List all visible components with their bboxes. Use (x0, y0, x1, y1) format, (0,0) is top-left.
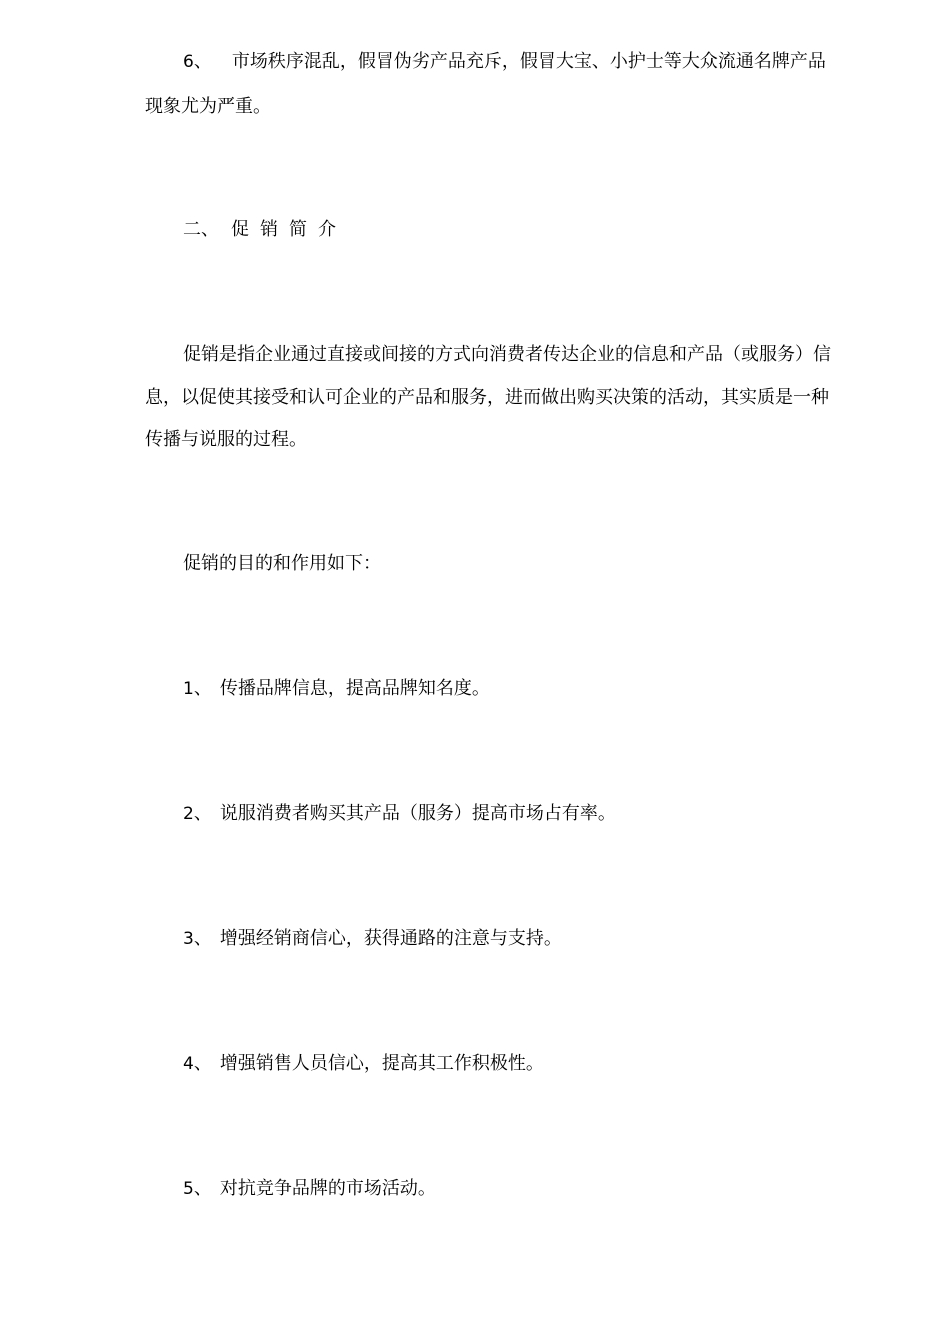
list-item-separator: 、 (193, 51, 212, 72)
purpose-item-separator: 、 (193, 1053, 212, 1074)
purpose-item (183, 1052, 544, 1076)
purpose-item (183, 1177, 436, 1201)
list-item-6-continuation: 现象尤为严重。 (145, 96, 271, 117)
section-title: 促销简介 (231, 219, 347, 240)
purpose-item-number: 5 (183, 1179, 194, 1199)
paragraph-line: 促销是指企业通过直接或间接的方式向消费者传达企业的信息和产品（或服务）信 (183, 344, 831, 365)
purpose-item-number: 3 (183, 929, 194, 949)
list-item-text: 市场秩序混乱，假冒伪劣产品充斥，假冒大宝、小护士等大众流通名牌产品 (231, 51, 826, 72)
section-heading (183, 218, 347, 242)
purpose-lead: 促销的目的和作用如下： (183, 553, 381, 574)
purpose-item-text: 增强经销商信心，获得通路的注意与支持。 (219, 928, 562, 949)
purpose-item-separator: 、 (193, 928, 212, 949)
purpose-item (183, 802, 616, 826)
section-numeral: 二、 (183, 219, 219, 240)
purpose-item-separator: 、 (193, 678, 212, 699)
purpose-item-number: 2 (183, 804, 194, 824)
purpose-item-separator: 、 (193, 803, 212, 824)
purpose-item-text: 对抗竞争品牌的市场活动。 (219, 1178, 436, 1199)
purpose-item (183, 677, 490, 701)
purpose-item-number: 4 (183, 1054, 194, 1074)
purpose-item-separator: 、 (193, 1178, 212, 1199)
purpose-item-text: 增强销售人员信心，提高其工作积极性。 (219, 1053, 544, 1074)
purpose-item-text: 说服消费者购买其产品（服务）提高市场占有率。 (219, 803, 616, 824)
paragraph-line: 传播与说服的过程。 (145, 429, 307, 450)
list-item-6 (183, 50, 826, 74)
purpose-item (183, 927, 562, 951)
list-item-number: 6 (183, 52, 194, 72)
purpose-item-text: 传播品牌信息，提高品牌知名度。 (219, 678, 490, 699)
purpose-item-number: 1 (183, 679, 194, 699)
paragraph-line: 息，以促使其接受和认可企业的产品和服务，进而做出购买决策的活动，其实质是一种 (145, 387, 829, 408)
